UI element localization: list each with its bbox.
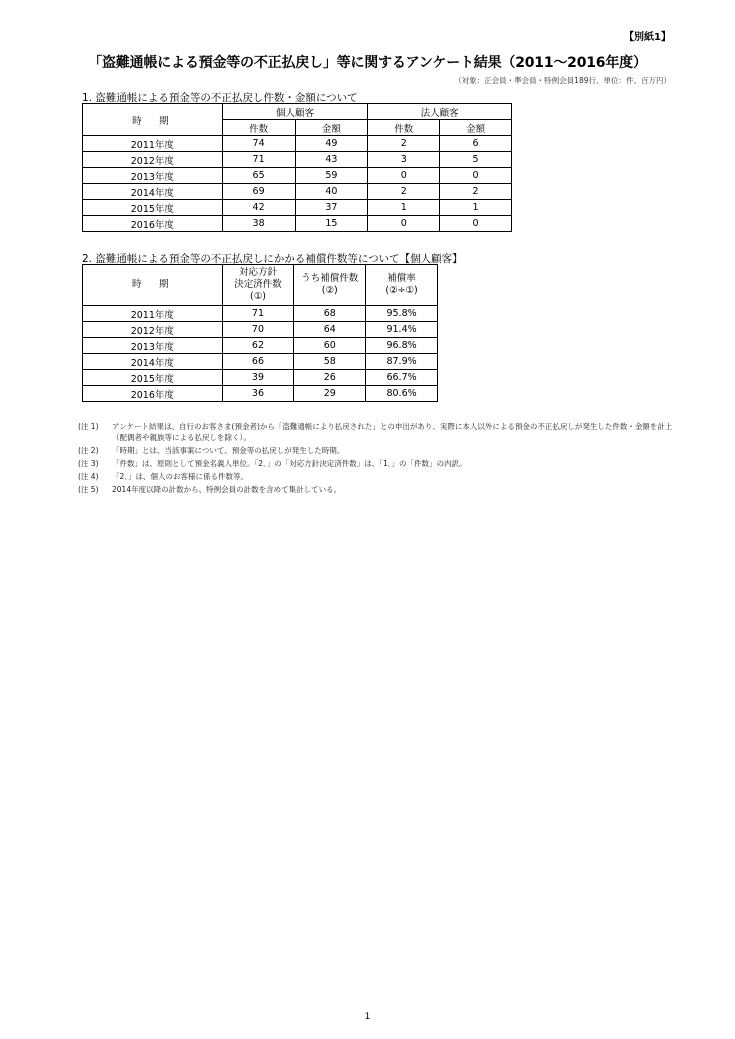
col-rate bbox=[366, 265, 438, 306]
compensation-rate: 87.9% bbox=[366, 354, 438, 370]
col-decided-line1: 対応方針 bbox=[238, 267, 277, 278]
ind-count: 38 bbox=[222, 216, 295, 232]
compensation-table bbox=[82, 264, 438, 402]
compensated-count: 29 bbox=[294, 386, 366, 402]
compensated-count: 26 bbox=[294, 370, 366, 386]
footnote bbox=[78, 471, 678, 482]
fraud-count-amount-table bbox=[82, 103, 512, 232]
corp-amount: 0 bbox=[440, 168, 512, 184]
table-row bbox=[83, 354, 438, 370]
table-row bbox=[83, 306, 438, 322]
footnote bbox=[78, 445, 678, 456]
ind-amount: 40 bbox=[295, 184, 368, 200]
ind-amount: 59 bbox=[295, 168, 368, 184]
col-rate-line2: (②÷①) bbox=[385, 285, 418, 296]
footnote-text: 2014年度以降の計数から、特例会員の計数を含めて集計している。 bbox=[112, 485, 342, 494]
table-row bbox=[83, 184, 512, 200]
col-compensated-line1: うち補償件数 bbox=[301, 273, 359, 284]
compensated-count: 68 bbox=[294, 306, 366, 322]
attachment-label: 【別紙1】 bbox=[624, 32, 671, 43]
table-row bbox=[83, 386, 438, 402]
table-row bbox=[83, 152, 512, 168]
row-period: 2016年度 bbox=[83, 216, 223, 232]
table-row bbox=[83, 136, 512, 152]
corp-amount: 5 bbox=[440, 152, 512, 168]
corp-count: 0 bbox=[368, 168, 440, 184]
compensation-rate: 96.8% bbox=[366, 338, 438, 354]
group-individual: 個人顧客 bbox=[222, 104, 368, 120]
ind-count: 74 bbox=[222, 136, 295, 152]
corp-count: 1 bbox=[368, 200, 440, 216]
col-period: 時 期 bbox=[83, 104, 223, 136]
table-row bbox=[83, 338, 438, 354]
compensation-rate: 95.8% bbox=[366, 306, 438, 322]
ind-amount: 49 bbox=[295, 136, 368, 152]
row-period: 2016年度 bbox=[83, 386, 223, 402]
col-decided bbox=[222, 265, 294, 306]
corp-count: 0 bbox=[368, 216, 440, 232]
document-title: 「盗難通帳による預金等の不正払戻し」等に関するアンケート結果（2011～2016年度） bbox=[88, 55, 647, 71]
footnote-text: アンケート結果は、自行のお客さま(預金者)から「盗難通帳により払戻された」との申出があり、実際に本人以外による預金の不正払戻しが発生した件数・金額を計上（配偶者や親族等による払戻しを除く）。 bbox=[112, 422, 673, 442]
row-period: 2011年度 bbox=[83, 136, 223, 152]
decided-count: 62 bbox=[222, 338, 294, 354]
compensation-rate: 66.7% bbox=[366, 370, 438, 386]
section2-heading: 2. 盗難通帳による預金等の不正払戻しにかかる補償件数等について【個人顧客】 bbox=[82, 253, 463, 265]
row-period: 2013年度 bbox=[83, 168, 223, 184]
group-corporate: 法人顧客 bbox=[368, 104, 512, 120]
row-period: 2014年度 bbox=[83, 184, 223, 200]
page-number: 1 bbox=[364, 1012, 371, 1022]
col-period: 時 期 bbox=[83, 265, 223, 306]
footnote-label: (注 1) bbox=[78, 422, 99, 431]
ind-count: 42 bbox=[222, 200, 295, 216]
corp-amount: 1 bbox=[440, 200, 512, 216]
corp-amount: 0 bbox=[440, 216, 512, 232]
compensated-count: 64 bbox=[294, 322, 366, 338]
ind-amount: 43 bbox=[295, 152, 368, 168]
table-row bbox=[83, 168, 512, 184]
row-period: 2015年度 bbox=[83, 370, 223, 386]
col-compensated bbox=[294, 265, 366, 306]
footnote-text: 「件数」は、原則として預金名義人単位。「2．」の「対応方針決定済件数」は、「1．」の「件数」の内訳。 bbox=[112, 459, 467, 468]
footnote bbox=[78, 458, 678, 469]
ind-count: 69 bbox=[222, 184, 295, 200]
compensated-count: 58 bbox=[294, 354, 366, 370]
footnote-text: 「2．」は、個人のお客様に係る件数等。 bbox=[112, 472, 249, 481]
table-row bbox=[83, 370, 438, 386]
col-decided-line2: 決定済件数 bbox=[234, 279, 282, 290]
footnote bbox=[78, 421, 678, 443]
footnote-label: (注 3) bbox=[78, 459, 99, 468]
footnote-label: (注 4) bbox=[78, 472, 99, 481]
corp-count: 3 bbox=[368, 152, 440, 168]
decided-count: 39 bbox=[222, 370, 294, 386]
compensation-rate: 80.6% bbox=[366, 386, 438, 402]
col-corp-amount: 金額 bbox=[440, 120, 512, 136]
row-period: 2014年度 bbox=[83, 354, 223, 370]
corp-count: 2 bbox=[368, 184, 440, 200]
row-period: 2012年度 bbox=[83, 152, 223, 168]
decided-count: 70 bbox=[222, 322, 294, 338]
footnote bbox=[78, 484, 678, 495]
compensated-count: 60 bbox=[294, 338, 366, 354]
col-compensated-line2: (②) bbox=[321, 285, 338, 296]
table-row bbox=[83, 200, 512, 216]
ind-amount: 37 bbox=[295, 200, 368, 216]
ind-count: 71 bbox=[222, 152, 295, 168]
ind-count: 65 bbox=[222, 168, 295, 184]
footnotes bbox=[78, 421, 678, 497]
col-decided-line3: (①) bbox=[249, 291, 266, 302]
col-corp-count: 件数 bbox=[368, 120, 440, 136]
section1-heading: 1. 盗難通帳による預金等の不正払戻し件数・金額について bbox=[82, 92, 358, 104]
decided-count: 66 bbox=[222, 354, 294, 370]
ind-amount: 15 bbox=[295, 216, 368, 232]
col-ind-amount: 金額 bbox=[295, 120, 368, 136]
row-period: 2012年度 bbox=[83, 322, 223, 338]
scope-unit-note: （対象：正会員・準会員・特例会員189行、単位：件、百万円） bbox=[454, 76, 671, 85]
row-period: 2015年度 bbox=[83, 200, 223, 216]
col-rate-line1: 補償率 bbox=[387, 273, 416, 284]
compensation-rate: 91.4% bbox=[366, 322, 438, 338]
corp-amount: 6 bbox=[440, 136, 512, 152]
footnote-label: (注 2) bbox=[78, 446, 99, 455]
decided-count: 71 bbox=[222, 306, 294, 322]
col-ind-count: 件数 bbox=[222, 120, 295, 136]
table-row bbox=[83, 322, 438, 338]
row-period: 2011年度 bbox=[83, 306, 223, 322]
footnote-text: 「時期」とは、当該事案について、預金等の払戻しが発生した時期。 bbox=[112, 446, 345, 455]
table-row bbox=[83, 216, 512, 232]
corp-amount: 2 bbox=[440, 184, 512, 200]
decided-count: 36 bbox=[222, 386, 294, 402]
row-period: 2013年度 bbox=[83, 338, 223, 354]
footnote-label: (注 5) bbox=[78, 485, 99, 494]
corp-count: 2 bbox=[368, 136, 440, 152]
